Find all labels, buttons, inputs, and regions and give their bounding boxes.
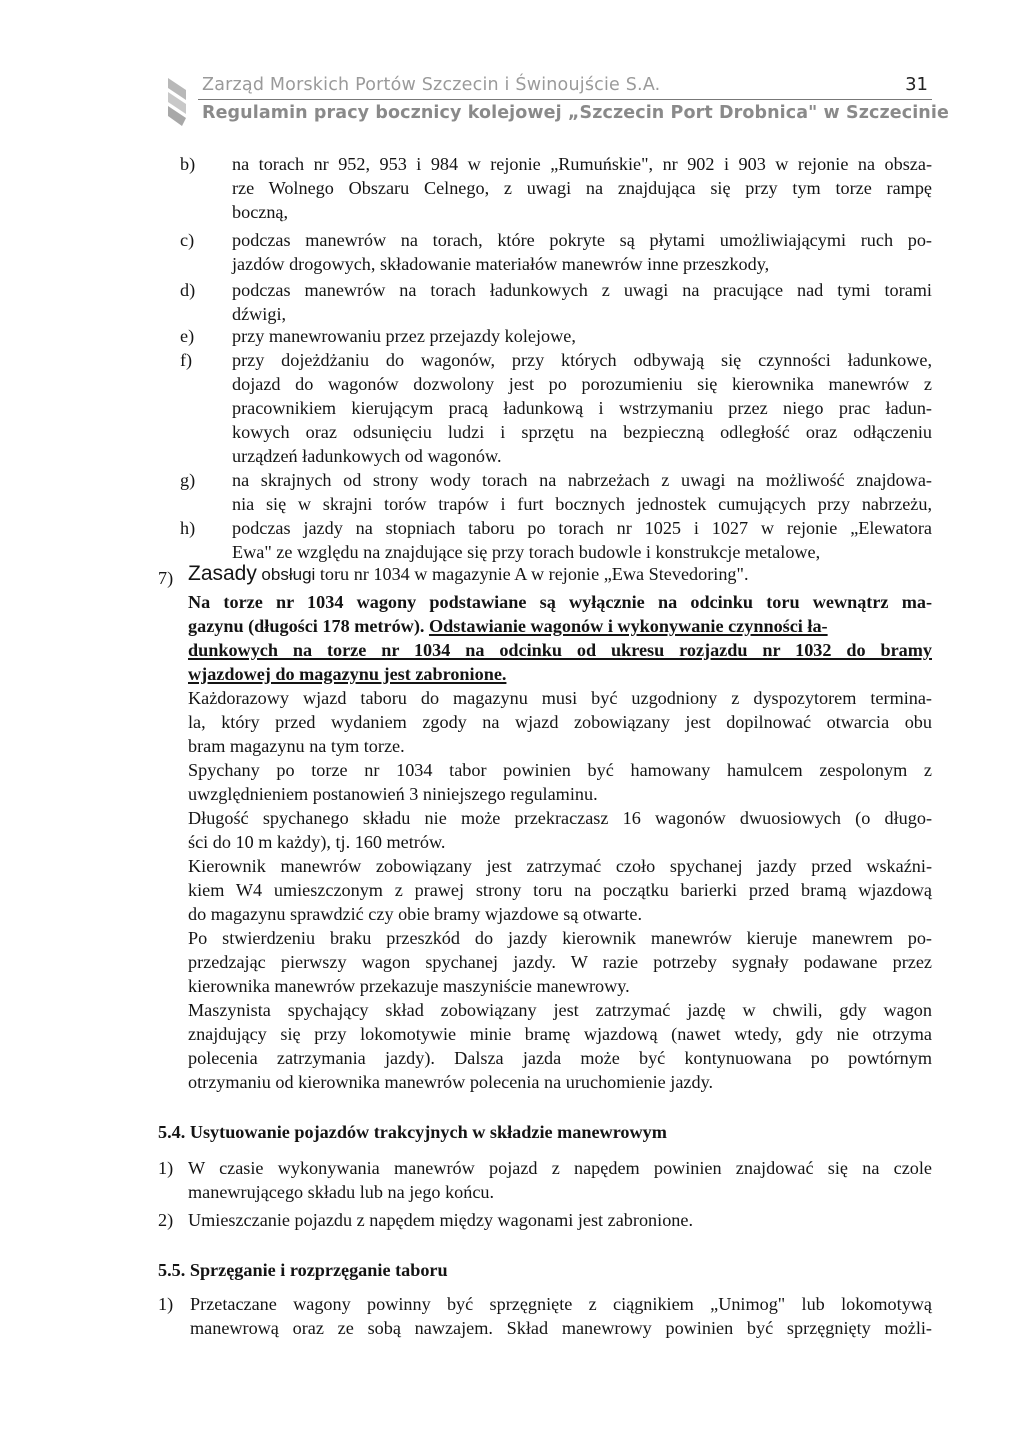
section-heading-5-4: 5.4. Usytuowanie pojazdów trakcyjnych w składzie manewrowym [158,1122,667,1142]
item7-paragraph-line: Kierownik manewrów zobowiązany jest zatrzymać czoło spychanej jazdy przed wskaźni- [188,856,932,876]
item-f-line: przy dojeżdżaniu do wagonów, przy których odbywają się czynności ładunkowe, [232,350,932,370]
item-c-line: jazdów drogowych, składowanie materiałów manewrów inne przeszkody, [232,254,770,274]
list-marker: h) [180,518,196,538]
item7-word-zasady: Zasady [188,562,257,585]
section-5-4-item-line: Umieszczanie pojazdu z napędem między wagonami jest zabronione. [188,1210,694,1230]
list-marker: b) [180,154,196,174]
section-5-4-item-line: manewrującego składu lub na jego końcu. [188,1182,495,1202]
item-f-line: pracownikiem kierującym pracą ładunkową i wstrzymaniu przez niego prac ładun- [232,398,932,418]
item-d-line: podczas manewrów na torach ładunkowych z uwagi na pracujące nad tymi torami [232,280,932,300]
item-g-line: na skrajnych od strony wody torach na nabrzeżach z uwagi na możliwość znajdowa- [232,470,932,490]
section-5-4-item-line: W czasie wykonywania manewrów pojazd z napędem powinien znajdować się na czole [188,1158,932,1178]
item7-paragraph-line: otrzymaniu od kierownika manewrów polecenia na uruchomienie jazdy. [188,1072,714,1092]
item7-underlined-line: wjazdowej do magazynu jest zabronione. [188,664,507,684]
list-marker: e) [180,326,195,346]
header-rule [198,99,932,100]
list-marker: 7) [158,568,174,588]
item-f-line: dojazd do wagonów dozwolony jest po porozumieniu się kierownika manewrów z [232,374,932,394]
item-d-line: dźwigi, [232,304,287,324]
list-marker: g) [180,470,196,490]
list-marker: d) [180,280,196,300]
item7-word-obslugi: obsługi [261,565,316,584]
item7-bold-line: Na torze nr 1034 wagony podstawiane są wyłącznie na odcinku toru wewnątrz ma- [188,592,932,612]
item-b-line: boczną, [232,202,289,222]
item7-heading-rest: toru nr 1034 w magazynie A w rejonie „Ewa Stevedoring". [319,564,749,584]
item7-paragraph-line: przedzając pierwszy wagon spychanej jazdy. W razie potrzeby sygnały podawane przez [188,952,932,972]
item7-paragraph-line: Długość spychanego składu nie może przekraczasz 16 wagonów dwuosiowych (o długo- [188,808,932,828]
header-document-title: Regulamin pracy bocznicy kolejowej „Szczecin Port Drobnica" w Szczecinie [202,103,949,123]
item7-paragraph-line: la, który przed wydaniem zgody na wjazd zobowiązany jest dopilnować otwarcia obu [188,712,932,732]
item7-paragraph-line: ści do 10 m każdy), tj. 160 metrów. [188,832,446,852]
item-f-line: urządzeń ładunkowych od wagonów. [232,446,502,466]
item7-underlined-span: Odstawianie wagonów i wykonywanie czynności ła- [428,616,828,636]
header-organization: Zarząd Morskich Portów Szczecin i Świnoujście S.A. [202,75,661,95]
section-5-5-item-line: manewrową oraz ze sobą nawzajem. Skład manewrowy powinien być sprzęgnięty możli- [190,1318,932,1338]
item7-paragraph-line: Każdorazowy wjazd taboru do magazynu musi być uzgodniony z dyspozytorem termina- [188,688,932,708]
item7-paragraph-line: bram magazynu na tym torze. [188,736,405,756]
item7-paragraph-line: Maszynista spychający skład zobowiązany jest zatrzymać jazdę w chwili, gdy wagon [188,1000,932,1020]
item7-paragraph-line: Spychany po torze nr 1034 tabor powinien być hamowany hamulcem zespolonym z [188,760,932,780]
section-5-5-item-line: Przetaczane wagony powinny być sprzęgnięte z ciągnikiem „Unimog" lub lokomotywą [190,1294,932,1314]
item7-mixed-line [188,614,828,638]
list-marker: 2) [158,1210,174,1230]
page-header [180,72,949,134]
item-b-line: rze Wolnego Obszaru Celnego, z uwagi na znajdująca się przy tym torze rampę [232,178,932,198]
item7-paragraph-line: kierownika manewrów przekazuje maszyniście manewrowy. [188,976,630,996]
item7-bold-span: gazynu (długości 178 metrów). [188,616,425,636]
item-g-line: nia się w skrajni torów trapów i furt bocznych jednostek cumujących przy nabrzeżu, [232,494,932,514]
company-logo-icon [164,74,192,130]
page-number: 31 [905,74,928,95]
item-e-line: przy manewrowaniu przez przejazdy kolejowe, [232,326,576,346]
item-c-line: podczas manewrów na torach, które pokryte są płytami umożliwiającymi ruch po- [232,230,932,250]
item7-paragraph-line: do magazynu sprawdzić czy obie bramy wjazdowe są otwarte. [188,904,643,924]
item7-paragraph-line: polecenia zatrzymania jazdy). Dalsza jazda może być kontynuowana po powtórnym [188,1048,932,1068]
item-h-line: Ewa" ze względu na znajdujące się przy torach budowle i konstrukcje metalowe, [232,542,821,562]
item-h-line: podczas jazdy na stopniach taboru po torach nr 1025 i 1027 w rejonie „Elewatora [232,518,932,538]
section-heading-5-5: 5.5. Sprzęganie i rozprzęganie taboru [158,1260,448,1280]
item-f-line: kowych oraz odsunięciu ludzi i sprzętu na bezpieczną odległość oraz odłączeniu [232,422,932,442]
item7-paragraph-line: uwzględnieniem postanowień 3 niniejszego regulaminu. [188,784,598,804]
item7-paragraph-line: kiem W4 umieszczonym z prawej strony toru na początku barierki przed bramą wjazdową [188,880,932,900]
item7-paragraph-line: Po stwierdzeniu braku przeszkód do jazdy kierownik manewrów kieruje manewrem po- [188,928,932,948]
item-b-line: na torach nr 952, 953 i 984 w rejonie „Rumuńskie", nr 902 i 903 w rejonie na obsza- [232,154,932,174]
item7-paragraph-line: znajdujący się przy lokomotywie minie bramę wjazdową (nawet wtedy, gdy nie otrzyma [188,1024,932,1044]
list-marker: 1) [158,1294,174,1314]
list-marker: f) [180,350,193,370]
item7-underlined-line: dunkowych na torze nr 1034 na odcinku od ukresu rozjazdu nr 1032 do bramy [188,640,932,660]
list-marker: 1) [158,1158,174,1178]
list-marker: c) [180,230,195,250]
item7-heading [188,562,749,587]
